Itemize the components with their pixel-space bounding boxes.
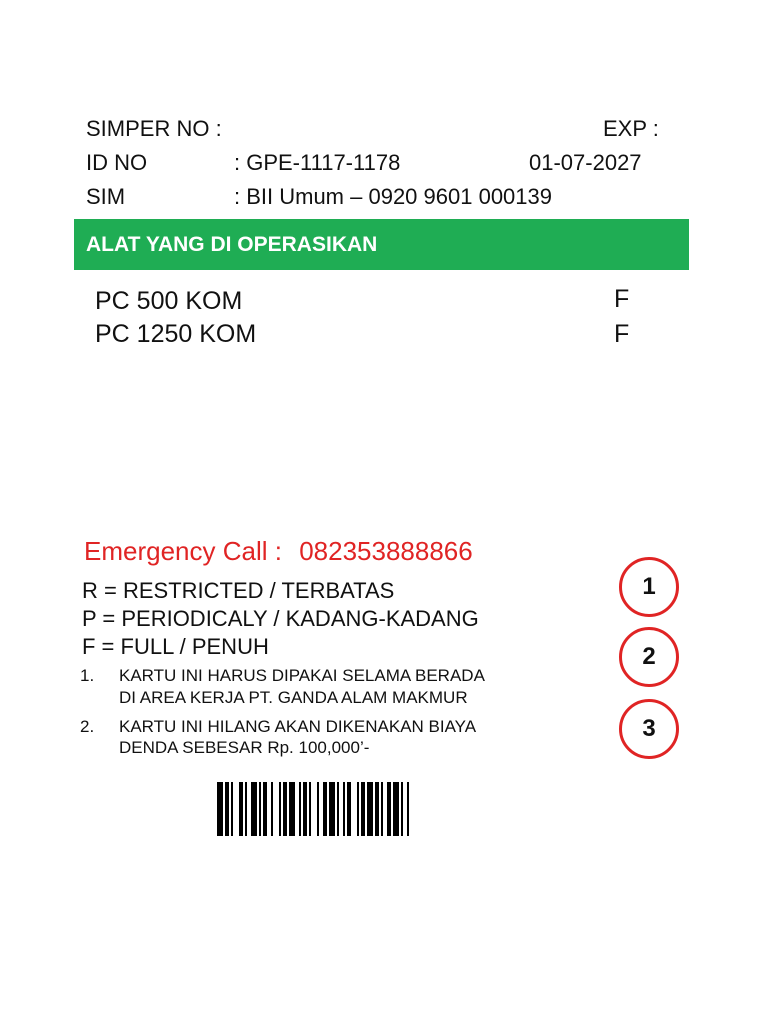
rule-1-number: 1.: [80, 666, 95, 685]
section-title-bar: [74, 219, 689, 270]
emergency-call: [84, 536, 473, 566]
legend-full: F = FULL / PENUH: [82, 634, 269, 659]
equipment-model-2: PC 1250 KOM: [95, 320, 257, 348]
simper-no-label: SIMPER NO :: [86, 116, 222, 141]
legend-periodicaly: P = PERIODICALY / KADANG-KADANG: [82, 606, 479, 631]
rule-2-line-2: DENDA SEBESAR Rp. 100,000’-: [119, 738, 370, 757]
badge-1-label: 1: [642, 573, 656, 600]
badge-2: [619, 627, 679, 687]
sim-value: : BII Umum – 0920 9601 000139: [234, 184, 552, 209]
legend-restricted: R = RESTRICTED / TERBATAS: [82, 578, 395, 603]
rule-1-line-2: DI AREA KERJA PT. GANDA ALAM MAKMUR: [119, 688, 468, 707]
rule-2-number: 2.: [80, 717, 95, 736]
equipment-model-1: PC 500 KOM: [95, 287, 243, 315]
badge-2-label: 2: [642, 643, 656, 670]
sim-label: SIM: [86, 184, 126, 209]
equipment-level-1: F: [614, 285, 630, 313]
badge-3: [619, 699, 679, 759]
equipment-level-2: F: [614, 320, 630, 348]
section-title: ALAT YANG DI OPERASIKAN: [86, 233, 378, 256]
emergency-call-label: Emergency Call :: [84, 536, 282, 566]
id-no-label: ID NO: [86, 150, 148, 175]
badge-3-label: 3: [642, 715, 656, 742]
rule-1-line-1: KARTU INI HARUS DIPAKAI SELAMA BERADA: [119, 666, 485, 685]
barcode-image: [217, 782, 492, 836]
exp-label: EXP :: [603, 116, 659, 141]
exp-date-value: 01-07-2027: [529, 150, 642, 175]
emergency-call-number: 082353888866: [299, 536, 473, 566]
id-no-value: : GPE-1117-1178: [234, 150, 401, 175]
badge-1: [619, 557, 679, 617]
rule-2-line-1: KARTU INI HILANG AKAN DIKENAKAN BIAYA: [119, 717, 477, 736]
